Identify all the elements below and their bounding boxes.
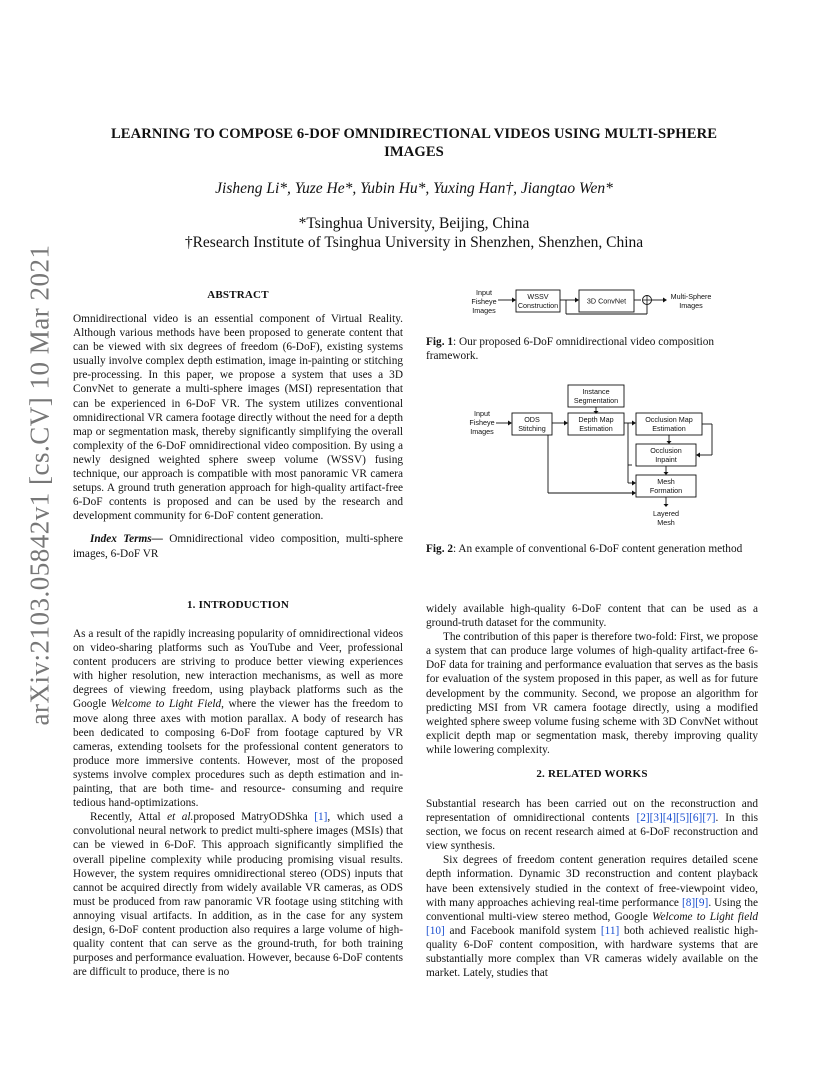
citation-link[interactable]: [2][3][4][5][6][7]	[636, 812, 716, 825]
fig1-caption-text: : Our proposed 6-DoF omnidirectional video composition framework.	[426, 336, 715, 362]
citation-link[interactable]: [1]	[314, 811, 328, 824]
related-paragraph-2: Six degrees of freedom content generation requires detailed scene depth information. Dynamic 3D reconstruction and content playback have been extensively studied in the context of free-viewpoint video, with many approaches achieving real-time performance [8][9]. Using the conventional multi-view stereo method, Google Welcome to Light field [10] and Facebook manifold system [11] both achieved realistic high-quality 6-DoF content composition, with hardware systems that are substantially more complex than VR cameras widely available on the market. Lately, studies that	[426, 854, 758, 980]
svg-text:Layered: Layered	[653, 509, 679, 518]
svg-text:WSSV: WSSV	[527, 292, 549, 301]
figure-2-diagram	[460, 383, 730, 531]
fig2-label: Fig. 2	[426, 543, 453, 555]
index-terms-text: Omnidirectional video composition, multi-sphere images, 6-DoF VR	[73, 533, 403, 560]
svg-text:ODS: ODS	[524, 415, 540, 424]
svg-text:Depth Map: Depth Map	[578, 415, 614, 424]
related-works-heading: 2. RELATED WORKS	[536, 768, 648, 780]
related-works-body	[426, 797, 758, 980]
svg-text:Input: Input	[474, 409, 490, 418]
svg-text:Images: Images	[679, 301, 703, 310]
svg-text:Images: Images	[470, 427, 494, 436]
index-terms-label: Index Terms—	[89, 533, 163, 546]
title-line-2: IMAGES	[384, 144, 444, 160]
svg-text:Mesh: Mesh	[657, 477, 675, 486]
related-paragraph-1: Substantial research has been carried out on the reconstruction and representation of omnidirectional contents [2][3][4][5][6][7]. In this section, we focus on recent research aimed at 6-DoF reconstruction and view synthesis.	[426, 798, 758, 853]
svg-text:Input: Input	[476, 288, 492, 297]
fig2-caption-text: : An example of conventional 6-DoF content generation method	[453, 543, 743, 555]
citation-link[interactable]: [10]	[426, 924, 445, 937]
figure-2-caption	[426, 542, 758, 556]
right-paragraph-2: The contribution of this paper is therefore two-fold: First, we propose a system that can produce large volumes of high-quality artifact-free 6-DoF data for training and performance evaluation that serves as the basis for evaluation of the system proposed in this paper, as well as for future development by the community. Second, we propose an algorithm for predicting MSI from VR camera footage directly, using a modified weighted sphere sweep volume fusing scheme with 3D ConvNet without explicit depth map or segmentation mask, thereby improving quality while lowering complexity.	[426, 631, 758, 756]
svg-text:Fisheye: Fisheye	[471, 297, 497, 306]
intro-paragraph-2: Recently, Attal et al.proposed MatryODShka [1], which used a convolutional neural network to predict multi-sphere images (MSIs) that can be viewed in 6-DoF. This approach significantly simplified the overall pipeline complexity while producing promising visual results. However, the system requires omnidirectional stereo (ODS) inputs that cannot be acquired directly from widely available VR cameras, as ODS must be produced from raw panoramic VR footage using stitching with annoying visual artifacts. In addition, as in the case for any system design, 6-DoF content production also requires a large volume of high-quality content that can serve as the ground-truth, for both training purposes and performance evaluation. However, because 6-DoF contents are difficult to produce, there is no	[73, 811, 403, 979]
abstract-text: Omnidirectional video is an essential component of Virtual Reality. Although various methods have been proposed to generate content that can be viewed with six degrees of freedom (6-DoF), existing systems usually involve complex depth estimation, image in-painting or stitching pre-processing. In this paper, we propose a system that uses a 3D ConvNet to generate a multi-sphere images (MSI) representation that can be experienced in 6-DoF VR. The system utilizes conventional omnidirectional VR camera footage directly without the need for a depth map or segmentation mask, thereby significantly simplifying the overall complexity of the 6-DoF omnidirectional video composition. By using a newly designed weighted sphere sweep volume (WSSV) fusing technique, our approach is compatible with most panoramic VR camera setups. A ground truth generation approach for high-quality artifact-free 6-DoF contents is proposed and can be used by the research and development community for 6-DoF content generation.	[73, 313, 403, 523]
svg-text:Estimation: Estimation	[652, 424, 686, 433]
citation-link[interactable]: [11]	[600, 924, 620, 937]
affiliation-1: *Tsinghua University, Beijing, China	[298, 215, 530, 232]
fig1-input-label	[471, 288, 496, 315]
figure-1-diagram	[460, 285, 720, 321]
affiliation-2: †Research Institute of Tsinghua University in Shenzhen, Shenzhen, China	[184, 234, 644, 251]
intro-body	[73, 627, 403, 979]
svg-text:Formation: Formation	[649, 486, 683, 495]
arxiv-identifier: arXiv:2103.05842v1 [cs.CV] 10 Mar 2021	[24, 244, 55, 726]
svg-text:Images: Images	[472, 306, 496, 315]
title-line-1: LEARNING TO COMPOSE 6-DOF OMNIDIRECTIONAL VIDEOS USING MULTI-SPHERE	[110, 126, 718, 142]
svg-text:Segmentation: Segmentation	[573, 396, 619, 405]
svg-text:3D ConvNet: 3D ConvNet	[586, 296, 627, 306]
abstract-body	[73, 312, 403, 561]
right-paragraph-1: widely available high-quality 6-DoF content that can be used as a ground-truth dataset for the community.	[426, 603, 758, 630]
figure-1-caption	[426, 335, 758, 363]
svg-text:Occlusion Map: Occlusion Map	[645, 415, 693, 424]
intro-heading: 1. INTRODUCTION	[186, 599, 289, 611]
svg-text:Inpaint: Inpaint	[655, 455, 677, 464]
citation-link[interactable]: [8][9]	[681, 896, 709, 909]
index-terms	[73, 532, 403, 560]
svg-text:Mesh: Mesh	[657, 518, 675, 527]
intro-paragraph-1: As a result of the rapidly increasing popularity of omnidirectional videos on video-sharing platforms such as YouTube and Veer, professional content producers are striving to produce better viewing experiences with higher resolution, new interaction mechanisms, as well as more degrees of viewing freedom, using playback platforms such as the Google Welcome to Light Field, where the viewer has the freedom to move along three axes with motion parallax. A body of research has been dedicated to composing 6-DoF from footage captured by VR cameras, extending toolsets for the professional content generators to produce more immersive contents. However, most of the proposed systems involve complex procedures such as depth estimation and in-painting, that are both time- and resource- consuming and require tedious hand-optimizations.	[73, 628, 403, 810]
fig2-input-label	[469, 409, 494, 436]
svg-text:Estimation: Estimation	[579, 424, 613, 433]
svg-text:Construction: Construction	[517, 301, 559, 310]
svg-text:Stitching: Stitching	[518, 424, 546, 433]
author-list: Jisheng Li*, Yuze He*, Yubin Hu*, Yuxing Han†, Jiangtao Wen*	[215, 180, 613, 197]
svg-text:Fisheye: Fisheye	[469, 418, 495, 427]
paper-title	[70, 125, 758, 161]
svg-text:Instance: Instance	[582, 387, 610, 396]
abstract-heading: ABSTRACT	[207, 289, 269, 301]
svg-text:Multi-Sphere: Multi-Sphere	[670, 292, 712, 301]
right-column-body	[426, 602, 758, 757]
svg-text:Occlusion: Occlusion	[650, 446, 682, 455]
fig1-label: Fig. 1	[426, 336, 453, 348]
